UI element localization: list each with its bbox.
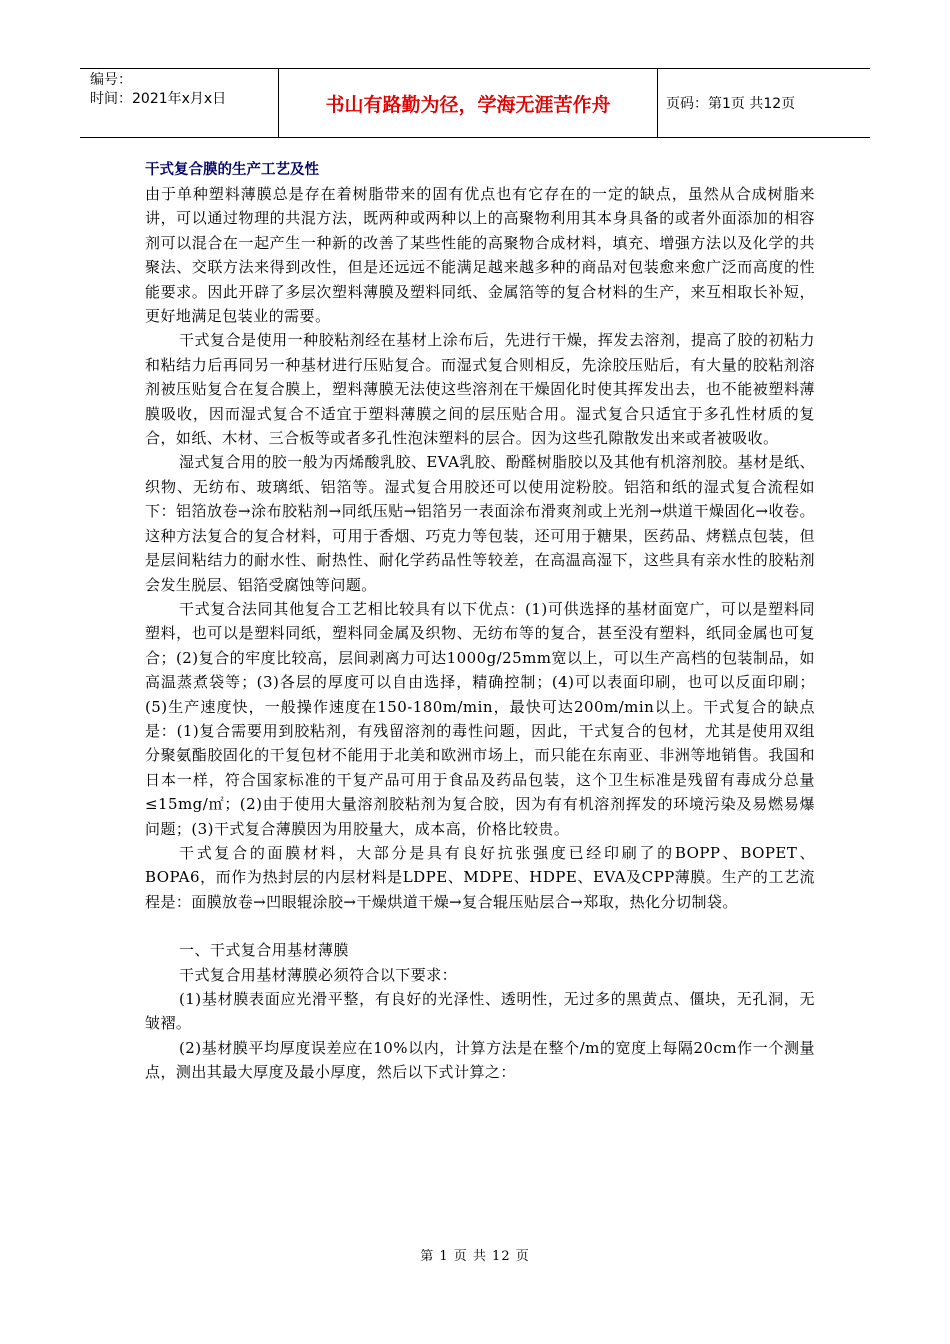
page-footer: 第 1 页 共 12 页 bbox=[420, 1249, 530, 1264]
paragraph: 干式复合是使用一种胶粘剂经在基材上涂布后，先进行干燥，挥发去溶剂，提高了胶的初粘力和粘结力后再同另一种基材进行压贴复合。而湿式复合则相反，先涂胶压贴后，有大量的胶粘剂溶剂被压贴复合在复合膜上，塑料薄膜无法使这些溶剂在干燥固化时使其挥发出去，也不能被塑料薄膜吸收，因而湿式复合不适宜于塑料薄膜之间的层压贴合用。湿式复合只适宜于多孔性材质的复合，如纸、木材、三合板等或者多孔性泡沫塑料的层合。因为这些孔隙散发出来或者被吸收。 bbox=[145, 331, 815, 448]
section-heading: 一、干式复合用基材薄膜 bbox=[179, 941, 349, 960]
header-motto: 书山有路勤为径，学海无涯苦作舟 bbox=[278, 69, 658, 137]
paragraph: 干式复合法同其他复合工艺相比较具有以下优点：(1)可供选择的基材面宽广，可以是塑料同塑料，也可以是塑料同纸，塑料同金属及织物、无纺布等的复合，甚至没有塑料，纸同金属也可复合；(2)复合的牢度比较高，层间剥离力可达1000g/25mm宽以上，可以生产高档的包装制品，如高温蒸煮袋等；(3)各层的厚度可以自由选择，精确控制；(4)可以表面印刷，也可以反面印刷；(5)生产速度快，一般操作速度在150-180m/min，最快可达200m/min以上。干式复合的缺点是：(1)复合需要用到胶粘剂，有残留溶剂的毒性问题，因此，干式复合的包材，尤其是使用双组分聚氨酯胶固化的干复包材不能用于北美和欧洲市场上，而只能在东南亚、非洲等地销售。我国和日本一样，符合国家标准的干复产品可用于食品及药品包装，这个卫生标准是残留有毒成分总量≤15mg/㎡；(2)由于使用大量溶剂胶粘剂为复合胶，因为有有机溶剂挥发的环境污染及易燃易爆问题；(3)干式复合薄膜因为用胶量大，成本高，价格比较贵。 bbox=[145, 599, 815, 838]
paragraph: (1)基材膜表面应光滑平整，有良好的光泽性、透明性，无过多的黑黄点、僵块，无孔洞，无皱褶。 bbox=[145, 990, 815, 1033]
paragraph: 湿式复合用的胶一般为丙烯酸乳胶、EVA乳胶、酚醛树脂胶以及其他有机溶剂胶。基材是纸、织物、无纺布、玻璃纸、铝箔等。湿式复合用胶还可以使用淀粉胶。铝箔和纸的湿式复合流程如下：铝箔放卷→涂布胶粘剂→同纸压贴→铝箔另一表面涂布滑爽剂或上光剂→烘道干燥固化→收卷。这种方法复合的复合材料，可用于香烟、巧克力等包装，还可用于糖果，医药品、烤糕点包装，但是层间粘结力的耐水性、耐热性、耐化学药品性等较差，在高温高湿下，这些具有亲水性的胶粘剂会发生脱层、铝箔受腐蚀等问题。 bbox=[145, 453, 815, 594]
paragraph: 干式复合用基材薄膜必须符合以下要求： bbox=[179, 965, 458, 984]
header-page-info: 页码：第1页 共12页 bbox=[666, 96, 796, 112]
paragraph: 干式复合的面膜材料，大部分是具有良好抗张强度已经印刷了的BOPP、BOPET、BOPA6，而作为热封层的内层材料是LDPE、MDPE、HDPE、EVA及CPP薄膜。生产的工艺流程是：面膜放卷→凹眼辊涂胶→干燥烘道干燥→复合辊压贴层合→郑取，热化分切制袋。 bbox=[145, 843, 815, 911]
document-body bbox=[145, 158, 815, 1085]
date-label: 时间：2021年x月x日 bbox=[90, 91, 227, 107]
paragraph: 由于单种塑料薄膜总是存在着树脂带来的固有优点也有它存在的一定的缺点，虽然从合成树脂来讲，可以通过物理的共混方法，既两种或两种以上的高聚物利用其本身具备的或者外面添加的相容剂可以混合在一起产生一种新的改善了某些性能的高聚物合成材料，填充、增强方法以及化学的共聚法、交联方法来得到改性，但是还远远不能满足越来越多种的商品对包装愈来愈广泛而高度的性能要求。因此开辟了多层次塑料薄膜及塑料同纸、金属箔等的复合材料的生产，来互相取长补短，更好地满足包装业的需要。 bbox=[145, 185, 815, 326]
paragraph: (2)基材膜平均厚度误差应在10%以内，计算方法是在整个/m的宽度上每隔20cm作一个测量点，测出其最大厚度及最小厚度，然后以下式计算之： bbox=[145, 1038, 815, 1082]
header-meta bbox=[80, 69, 278, 137]
document-title: 干式复合膜的生产工艺及性 bbox=[145, 162, 319, 178]
page-header bbox=[80, 68, 870, 138]
code-label: 编号： bbox=[90, 72, 132, 88]
